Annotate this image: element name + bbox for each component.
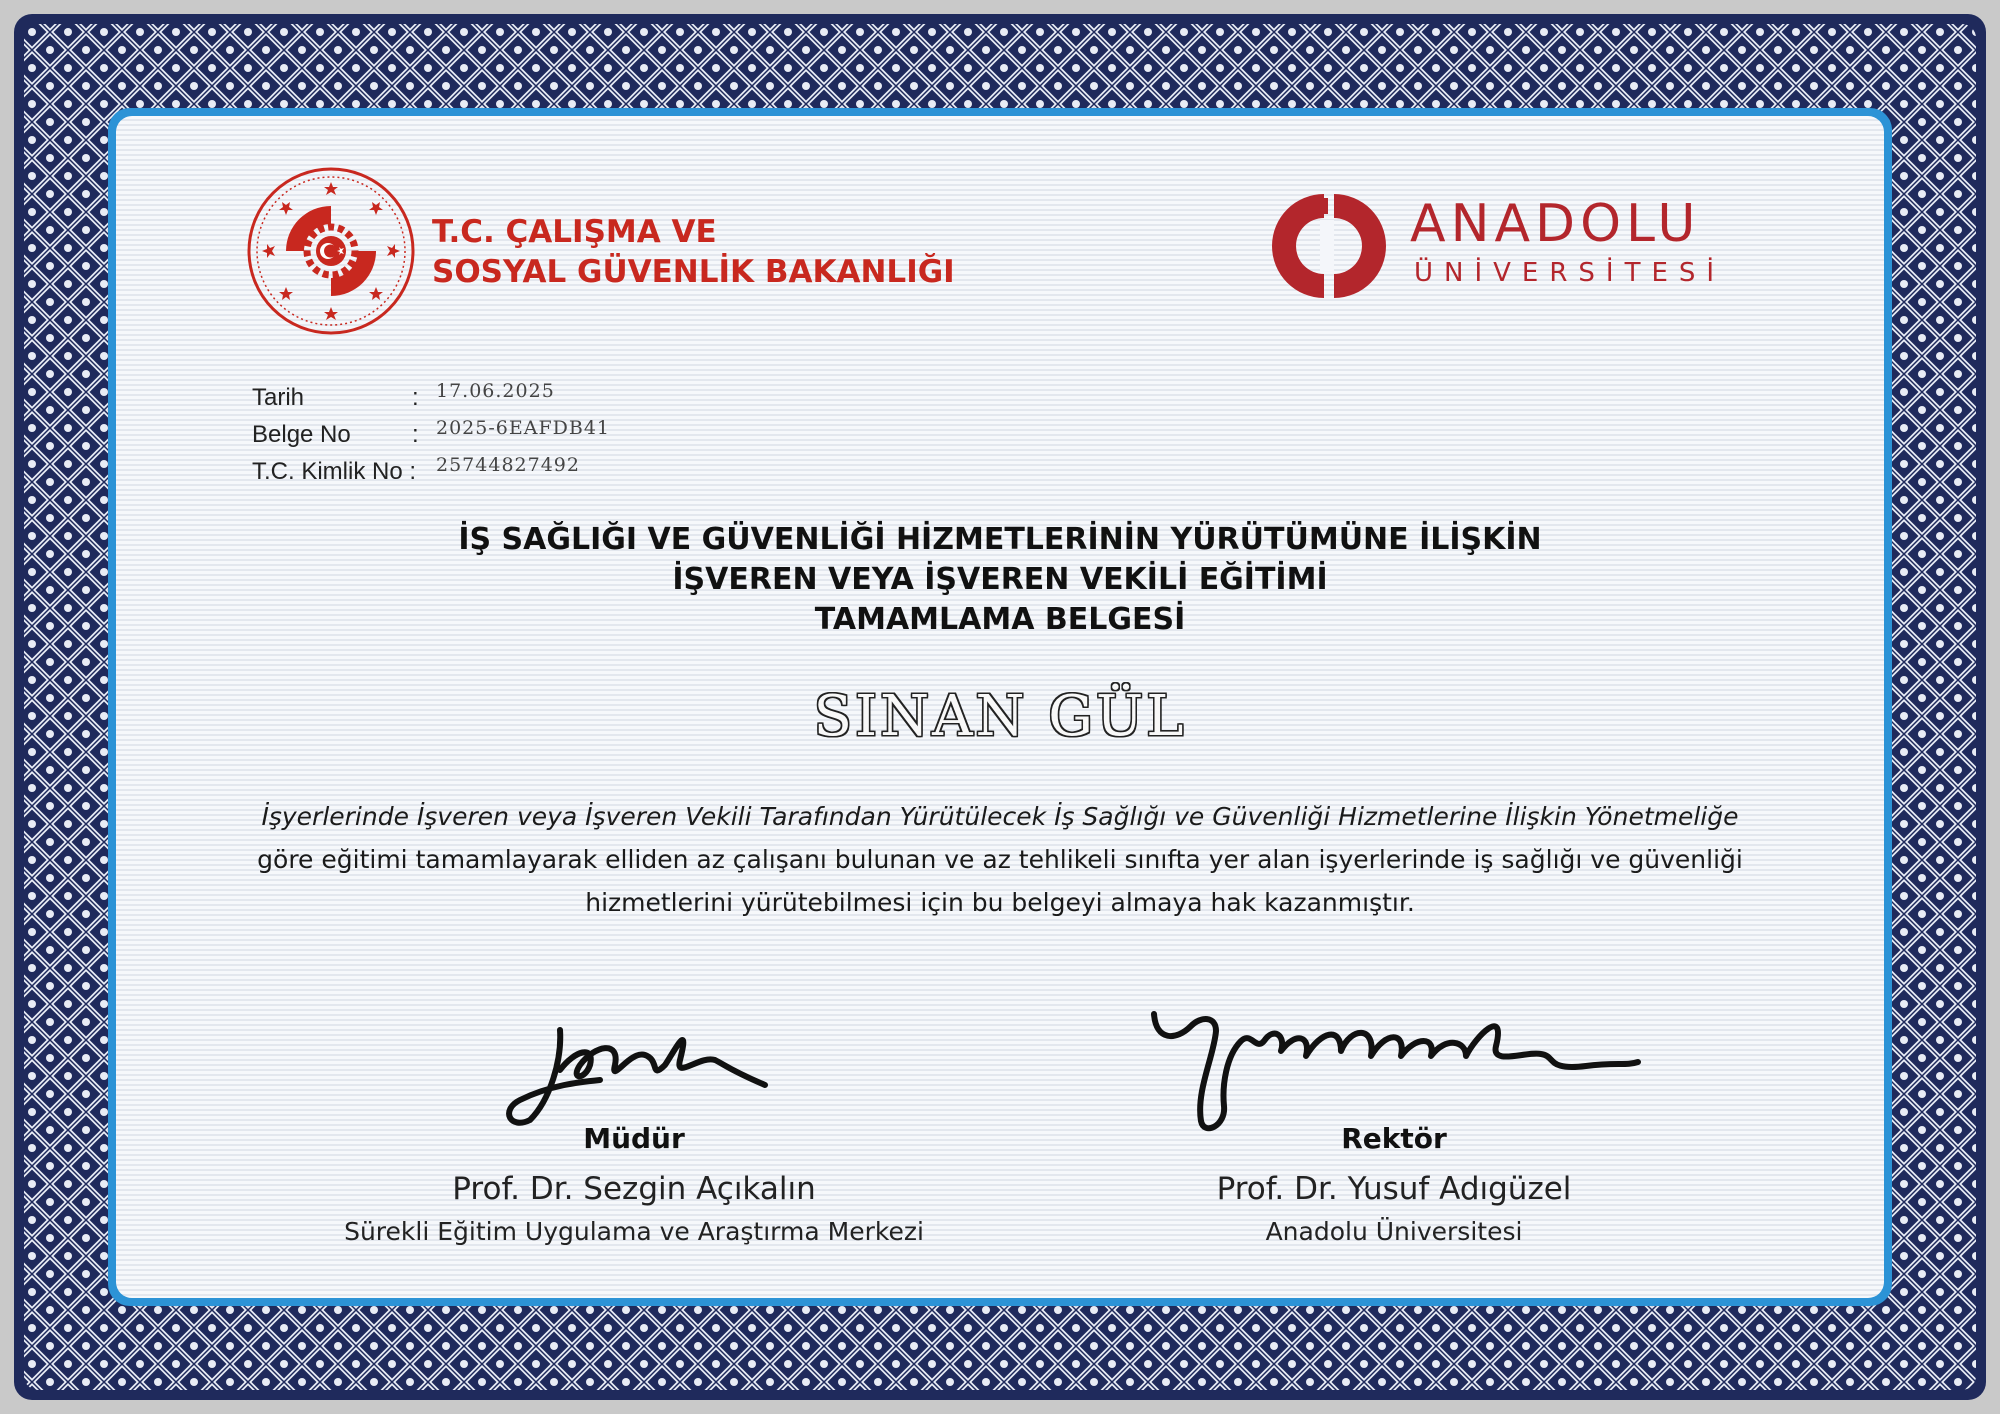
left-signatory-org: Sürekli Eğitim Uygulama ve Araştırma Merkezi xyxy=(344,1217,924,1246)
body-line3: hizmetlerini yürütebilmesi için bu belgeyi almaya hak kazanmıştır. xyxy=(585,888,1415,917)
title-line1: İŞ SAĞLIĞI VE GÜVENLİĞİ HİZMETLERİNİN YÜRÜTÜMÜNE İLİŞKİN xyxy=(458,522,1542,557)
ministry-name-line1: T.C. ÇALIŞMA VE xyxy=(432,214,717,250)
title-line2: İŞVEREN VEYA İŞVEREN VEKİLİ EĞİTİMİ xyxy=(672,562,1328,597)
ministry-name xyxy=(432,212,955,292)
doc-label: Belge No xyxy=(252,421,351,448)
recipient-name: SINAN GÜL xyxy=(813,684,1187,749)
certificate-title xyxy=(200,520,1800,640)
right-signatory xyxy=(994,1122,1794,1246)
left-signatory xyxy=(234,1122,1034,1246)
date-colon: : xyxy=(412,384,419,411)
right-signature-icon xyxy=(1146,996,1646,1136)
doc-colon: : xyxy=(412,421,419,448)
left-signature-icon xyxy=(500,1010,780,1130)
right-signatory-org: Anadolu Üniversitesi xyxy=(1265,1217,1523,1246)
body-line2: göre eğitimi tamamlayarak elliden az çalışanı bulunan ve az tehlikeli sınıfta yer alan işyerlerinde iş sağlığı ve güvenliği xyxy=(257,845,1743,874)
title-line3: TAMAMLAMA BELGESİ xyxy=(814,602,1186,637)
university-name: ANADOLU xyxy=(1410,194,1701,254)
date-value: 17.06.2025 xyxy=(436,380,555,402)
ministry-name-line2: SOSYAL GÜVENLİK BAKANLIĞI xyxy=(432,254,955,290)
right-signatory-role: Rektör xyxy=(1341,1122,1447,1155)
body-line1: İşyerlerinde İşveren veya İşveren Vekili Tarafından Yürütülecek İş Sağlığı ve Güvenliği Hizmetlerine İlişkin Yönetmeliğe xyxy=(261,802,1739,831)
anadolu-logo-icon xyxy=(1262,190,1392,302)
id-label: T.C. Kimlik No : xyxy=(252,458,417,485)
left-signatory-role: Müdür xyxy=(583,1122,685,1155)
university-subtitle: ÜNİVERSİTESİ xyxy=(1414,258,1726,288)
left-signatory-name: Prof. Dr. Sezgin Açıkalın xyxy=(452,1171,816,1207)
ministry-emblem-icon xyxy=(246,166,416,336)
id-value: 25744827492 xyxy=(436,454,580,476)
doc-value: 2025-6EAFDB41 xyxy=(436,417,611,439)
right-signatory-name: Prof. Dr. Yusuf Adıgüzel xyxy=(1216,1171,1572,1207)
certificate-body xyxy=(200,795,1800,924)
date-label: Tarih xyxy=(252,384,305,411)
